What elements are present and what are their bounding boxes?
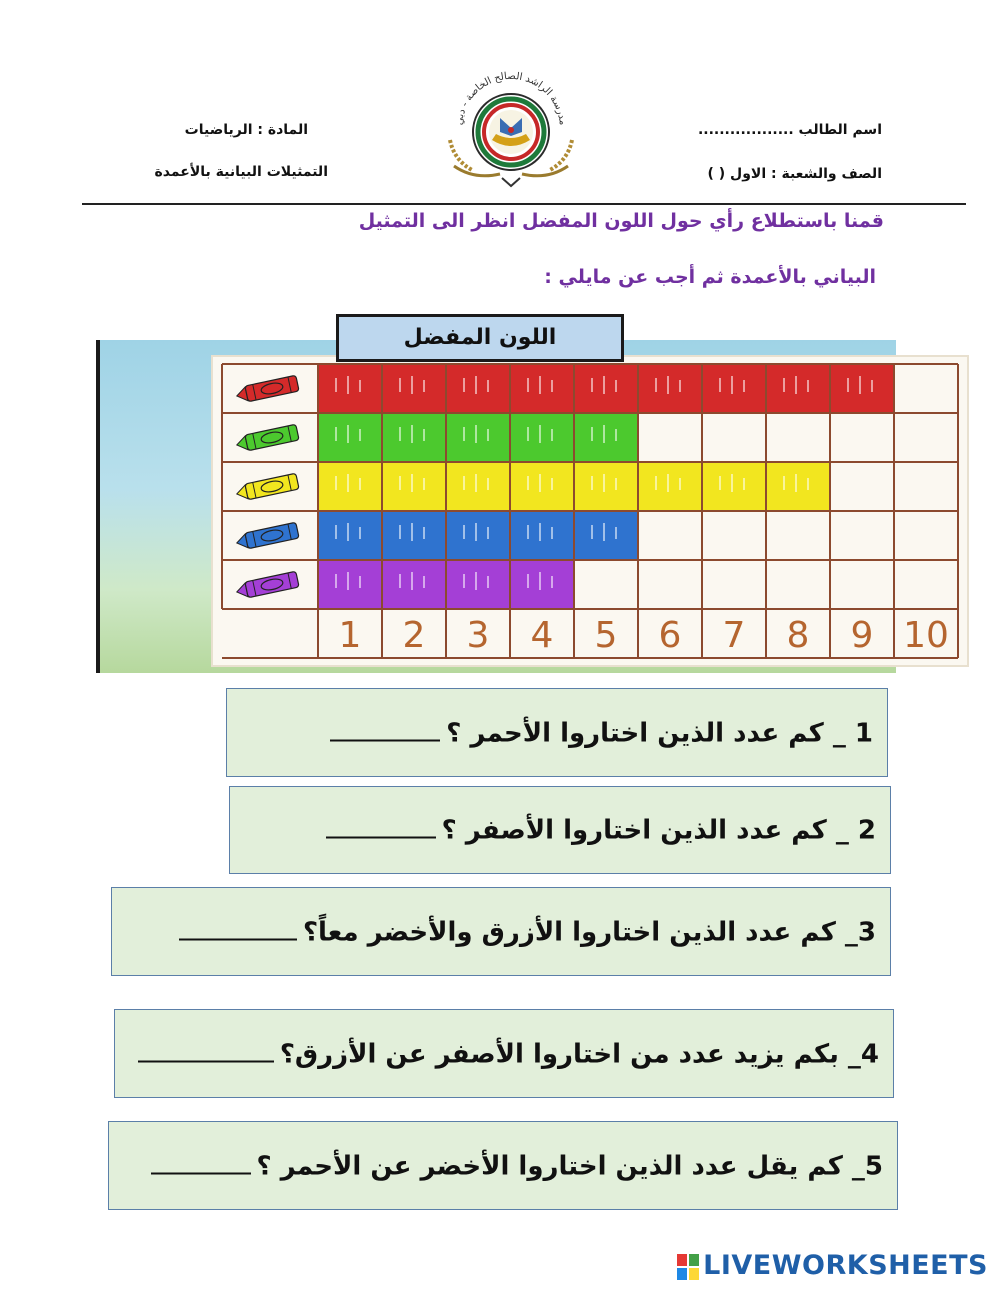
bar-cell-green (318, 413, 382, 462)
bar-cell-red (766, 364, 830, 413)
bar-cell-blue (446, 511, 510, 560)
chart-panel (96, 340, 949, 673)
header-divider (82, 203, 966, 205)
intro-line-1: قمنا باستطلاع رأي حول اللون المفضل انظر الى التمثيل (358, 210, 884, 232)
bar-cell-blue (382, 511, 446, 560)
bar-cell-blue (574, 511, 638, 560)
bar-chart (100, 340, 949, 673)
x-tick-label: 8 (786, 615, 810, 656)
bar-cell-yellow (766, 462, 830, 511)
intro-line-2: البياني بالأعمدة ثم أجب عن مايلي : (544, 266, 876, 288)
answer-4-input[interactable] (138, 1038, 274, 1062)
bar-cell-red (702, 364, 766, 413)
bar-cell-red (510, 364, 574, 413)
liveworksheets-wordmark: LIVEWORKSHEETS (703, 1250, 988, 1281)
bar-cell-yellow (510, 462, 574, 511)
bar-cell-red (638, 364, 702, 413)
question-4-box (114, 1009, 894, 1098)
bar-cell-purple (382, 560, 446, 609)
bar-cell-red (318, 364, 382, 413)
x-tick-label: 2 (402, 615, 426, 656)
question-3-text: 3_ كم عدد الذين اختاروا الأزرق والأخضر معاً؟ (302, 917, 876, 947)
bar-cell-purple (446, 560, 510, 609)
bar-cell-red (446, 364, 510, 413)
bar-cell-red (830, 364, 894, 413)
subject-label: المادة : الرياضيات (184, 122, 308, 138)
x-tick-label: 3 (466, 615, 490, 656)
bar-cell-yellow (638, 462, 702, 511)
question-4-text: 4_ بكم يزيد عدد من اختاروا الأصفر عن الأزرق؟ (279, 1039, 879, 1069)
bar-cell-blue (510, 511, 574, 560)
school-logo (440, 70, 582, 192)
x-tick-label: 5 (594, 615, 618, 656)
question-2-box (229, 786, 891, 874)
chart-title: اللون المفضل (336, 314, 624, 362)
lesson-title: التمثيلات البيانية بالأعمدة (154, 164, 328, 180)
grade-section-label: الصف والشعبة : الاول ( ) (707, 166, 882, 182)
x-tick-label: 9 (850, 615, 874, 656)
answer-1-input[interactable] (330, 717, 440, 741)
answer-5-input[interactable] (151, 1150, 251, 1174)
answer-2-input[interactable] (326, 815, 436, 839)
bar-cell-red (574, 364, 638, 413)
x-tick-label: 4 (530, 615, 554, 656)
bar-cell-yellow (446, 462, 510, 511)
bar-cell-yellow (702, 462, 766, 511)
bar-cell-purple (510, 560, 574, 609)
answer-3-input[interactable] (179, 916, 297, 940)
x-tick-label: 7 (722, 615, 746, 656)
x-tick-label: 10 (903, 615, 949, 656)
question-1-text: 1 _ كم عدد الذين اختاروا الأحمر ؟ (446, 718, 873, 748)
bar-cell-green (446, 413, 510, 462)
bar-cell-blue (318, 511, 382, 560)
liveworksheets-icon (677, 1254, 699, 1280)
bar-cell-yellow (318, 462, 382, 511)
x-tick-label: 1 (338, 615, 362, 656)
bar-cell-green (574, 413, 638, 462)
question-5-text: 5_ كم يقل عدد الذين اختاروا الأخضر عن الأحمر ؟ (256, 1151, 883, 1181)
bar-cell-purple (318, 560, 382, 609)
bar-cell-green (382, 413, 446, 462)
bar-cell-green (510, 413, 574, 462)
x-tick-label: 6 (658, 615, 682, 656)
question-5-box (108, 1121, 898, 1210)
student-name-label: اسم الطالب .................. (697, 122, 882, 138)
question-1-box (226, 688, 888, 777)
bar-cell-red (382, 364, 446, 413)
question-2-text: 2 _ كم عدد الذين اختاروا الأصفر ؟ (441, 815, 876, 846)
svg-text:مدرسة الراشد الصالح الخاصة - د: مدرسة الراشد الصالح الخاصة - دبي (453, 70, 568, 126)
bar-cell-yellow (574, 462, 638, 511)
liveworksheets-logo (677, 1250, 988, 1281)
bar-cell-yellow (382, 462, 446, 511)
question-3-box (111, 887, 891, 976)
